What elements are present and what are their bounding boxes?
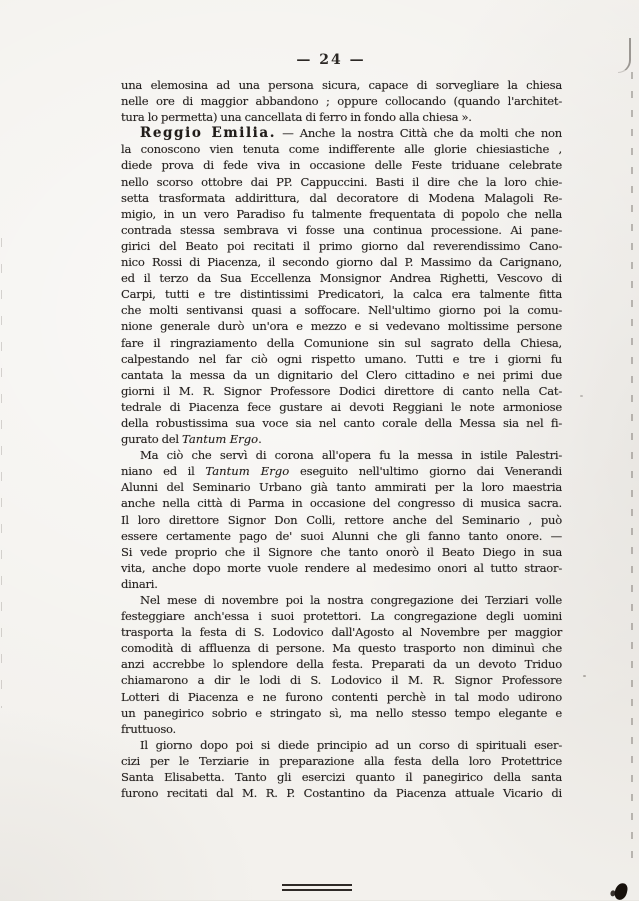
text-line: Il loro direttore Signor Don Colli, rettore anche del Seminario , può (121, 512, 562, 527)
text-line: Alunni del Seminario Urbano già tanto ammirati per la loro maestria (121, 480, 562, 495)
text-line: nico Rossi di Piacenza, il secondo giorno dal P. Massimo da Carignano, (121, 255, 562, 270)
text-line: gurato del Tantum Ergo. (121, 432, 262, 447)
text-line: giorni il M. R. Signor Professore Dodici direttore di canto nella Cat- (121, 383, 562, 398)
text-line: nelle ore di maggior abbandono ; oppure collocando (quando l'architet- (121, 94, 562, 109)
text-line: fare il ringraziamento della Comunione sin sul sagrato della Chiesa, (121, 335, 562, 350)
section-divider-rule (282, 884, 352, 891)
text-line: furono recitati dal M. R. P. Costantino da Piacenza attuale Vicario di (121, 786, 562, 801)
text-line: migio, in un vero Paradiso fu talmente frequentata di popolo che nella (121, 206, 562, 221)
text-line: Lotteri di Piacenza e ne furono contenti perchè in tal modo udirono (121, 689, 562, 704)
text-line: tedrale di Piacenza fece gustare ai devoti Reggiani le note armoniose (121, 399, 562, 414)
text-line: niano ed il Tantum Ergo eseguito nell'ultimo giorno dai Venerandi (121, 464, 563, 479)
text-line: Reggio Emilia. — Anche la nostra Città che da molti che non (140, 125, 562, 142)
scan-speck-artifact (583, 675, 586, 677)
text-line: girici del Beato poi recitati il primo giorno dal reverendissimo Cano- (121, 238, 562, 253)
text-line: Ma ciò che servì di corona all'opera fu la messa in istile Palestri- (140, 448, 562, 463)
text-line: festeggiare anch'essa i suoi protettori. La congregazione degli uomini (121, 609, 562, 624)
page-number: — 24 — (296, 52, 366, 68)
text-line: fruttuoso. (121, 721, 176, 736)
text-line: comodità di affluenza di persone. Ma questo trasporto non diminuì che (121, 641, 562, 656)
text-line: Carpi, tutti e tre distintissimi Predicatori, la calca era talmente fitta (121, 287, 562, 302)
text-line: essere certamente pago de' suoi Alunni che gli fanno tanto onore. — (121, 528, 562, 543)
text-line: Santa Elisabetta. Tanto gli esercizi quanto il panegirico della santa (121, 770, 562, 785)
text-line: una elemosina ad una persona sicura, capace di sorvegliare la chiesa (121, 78, 562, 92)
text-line: vita, anche dopo morte vuole rendere al medesimo onori al tutto straor- (121, 560, 562, 575)
text-line: anzi accrebbe lo splendore della festa. Preparati da un devoto Triduo (121, 657, 562, 672)
text-block (121, 77, 562, 801)
text-line: della robustissima sua voce sia nel canto corale della Messa sia nel fi- (121, 415, 562, 430)
scan-edge-artifact (631, 72, 633, 862)
text-line: nello scorso ottobre dai PP. Cappuccini. Basti il dire che la loro chie- (121, 174, 562, 189)
text-line: tura lo permetta) una cancellata di ferro in fondo alla chiesa ». (121, 110, 472, 125)
text-line: Nel mese di novembre poi la nostra congregazione dei Terziari volle (140, 593, 562, 607)
text-line: ed il terzo da Sua Eccellenza Monsignor Andrea Righetti, Vescovo di (121, 271, 562, 286)
text-line: la conoscono vien tenuta come indifferente alle glorie chiesiastiche , (121, 142, 562, 157)
text-line: un panegirico sobrio e stringato sì, ma nello stesso tempo elegante e (121, 705, 562, 720)
text-line: trasporta la festa di S. Lodovico dall'Agosto al Novembre per maggior (121, 625, 562, 640)
text-line: contrada stessa sembrava vi fosse una continua processione. Ai pane- (121, 222, 562, 237)
text-line: nione generale durò un'ora e mezzo e si vedevano moltissime persone (121, 319, 562, 334)
text-line: dinari. (121, 576, 158, 591)
scan-speck-artifact (580, 395, 583, 397)
text-line: Si vede proprio che il Signore che tanto onorò il Beato Diego in sua (121, 544, 562, 559)
text-line: cantata la messa da un dignitario del Clero cittadino e nei primi due (121, 367, 562, 382)
ink-blot-artifact (613, 882, 628, 901)
text-line: cizi per le Terziarie in preparazione alla festa della loro Protettrice (121, 753, 562, 768)
scan-edge-artifact (1, 238, 2, 708)
text-line: setta trasformata addirittura, dal decoratore di Modena Malagoli Re- (121, 190, 562, 205)
scan-edge-artifact (618, 38, 631, 73)
text-line: che molti sentivansi quasi a soffocare. Nell'ultimo giorno poi la comu- (121, 303, 562, 318)
text-line: calpestando nel far ciò ogni rispetto umano. Tutti e tre i giorni fu (121, 351, 562, 366)
text-line: Il giorno dopo poi si diede principio ad un corso di spirituali eser- (140, 737, 562, 752)
text-line: anche nella città di Parma in occasione del congresso di musica sacra. (121, 496, 562, 511)
text-line: chiamarono a dir le lodi di S. Lodovico il M. R. Signor Professore (121, 673, 562, 688)
text-line: diede prova di fede viva in occasione delle Feste triduane celebrate (121, 158, 562, 173)
